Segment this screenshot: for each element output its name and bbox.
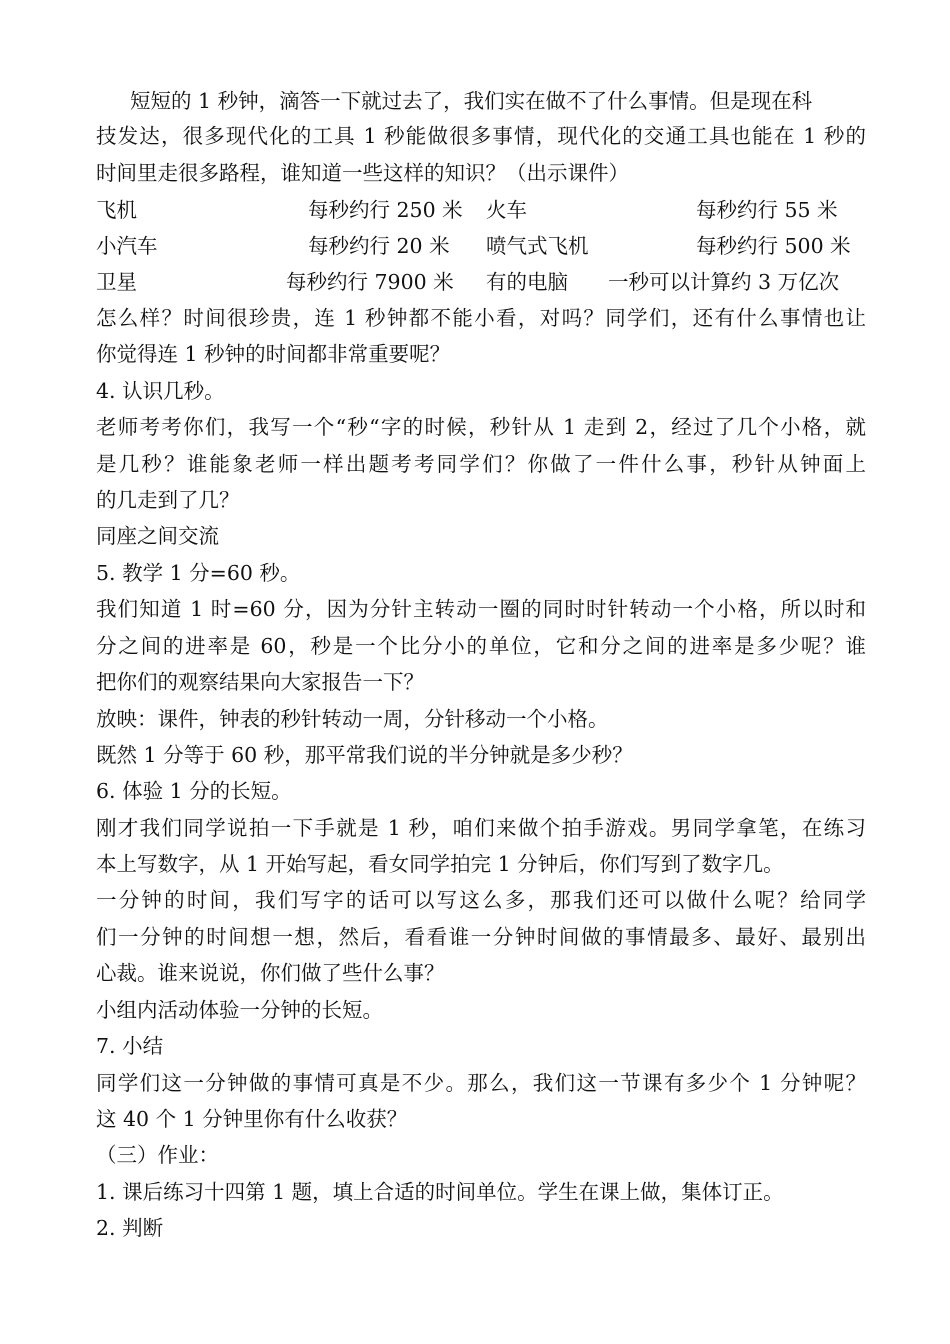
intro-line-1: 短短的 1 秒钟，滴答一下就过去了，我们实在做不了什么事情。但是现在科 [130,89,813,113]
section-5-heading: 5. 教学 1 分=60 秒。 [96,561,301,585]
section-7-line-2: 这 40 个 1 分钟里你有什么收获？ [96,1107,408,1131]
section-5-line-1: 我们知道 1 时=60 分，因为分针主转动一圈的同时时针转动一个小格，所以时和 [96,597,866,621]
section-4-line-4: 同座之间交流 [96,524,219,548]
homework-item-1: 1. 课后练习十四第 1 题，填上合适的时间单位。学生在课上做，集体订正。 [96,1180,784,1204]
speed-name: 小汽车 [96,234,158,258]
speed-value: 每秒约行 20 米 [308,234,450,258]
speed-name: 飞机 [96,198,137,222]
speed-value: 每秒约行 250 米 [308,198,463,222]
speed-name: 卫星 [96,270,137,294]
section-4-line-3: 的几走到了几？ [96,488,240,512]
speed-value: 一秒可以计算约 3 万亿次 [608,270,840,294]
speed-value: 每秒约行 55 米 [696,198,838,222]
speed-name: 有的电脑 [486,270,568,294]
after-table-line-1: 怎么样？时间很珍贵，连 1 秒钟都不能小看，对吗？同学们，还有什么事情也让 [96,306,866,330]
section-6-line-3: 一分钟的时间，我们写字的话可以写这么多，那我们还可以做什么呢？给同学 [96,888,866,912]
intro-line-2: 技发达，很多现代化的工具 1 秒能做很多事情，现代化的交通工具也能在 1 秒的 [96,124,866,148]
homework-heading: （三）作业： [96,1143,219,1167]
section-5-line-4: 放映：课件，钟表的秒针转动一周，分针移动一个小格。 [96,707,609,731]
intro-line-3: 时间里走很多路程，谁知道一些这样的知识？（出示课件） [96,161,629,185]
after-table-line-2: 你觉得连 1 秒钟的时间都非常重要呢？ [96,342,451,366]
section-6-line-6: 小组内活动体验一分钟的长短。 [96,998,383,1022]
speed-name: 喷气式飞机 [486,234,589,258]
section-6-line-2: 本上写数字，从 1 开始写起，看女同学拍完 1 分钟后，你们写到了数字几。 [96,852,784,876]
section-6-line-5: 心裁。谁来说说，你们做了些什么事？ [96,961,445,985]
section-5-line-2: 分之间的进率是 60，秒是一个比分小的单位，它和分之间的进率是多少呢？谁 [96,634,866,658]
section-4-heading: 4. 认识几秒。 [96,379,225,403]
section-7-line-1: 同学们这一分钟做的事情可真是不少。那么，我们这一节课有多少个 1 分钟呢？ [96,1071,866,1095]
section-6-line-1: 刚才我们同学说拍一下手就是 1 秒，咱们来做个拍手游戏。男同学拿笔，在练习 [96,816,866,840]
section-6-line-4: 们一分钟的时间想一想，然后，看看谁一分钟时间做的事情最多、最好、最别出 [96,925,866,949]
section-5-line-3: 把你们的观察结果向大家报告一下？ [96,670,424,694]
section-7-heading: 7. 小结 [96,1034,164,1058]
homework-item-2: 2. 判断 [96,1216,164,1240]
section-4-line-1: 老师考考你们，我写一个“秒“字的时候，秒针从 1 走到 2，经过了几个小格，就 [96,415,866,439]
section-4-line-2: 是几秒？谁能象老师一样出题考考同学们？你做了一件什么事，秒针从钟面上 [96,452,866,476]
speed-value: 每秒约行 500 米 [696,234,851,258]
speed-name: 火车 [486,198,527,222]
speed-value: 每秒约行 7900 米 [286,270,454,294]
section-6-heading: 6. 体验 1 分的长短。 [96,779,292,803]
section-5-line-5: 既然 1 分等于 60 秒，那平常我们说的半分钟就是多少秒？ [96,743,633,767]
